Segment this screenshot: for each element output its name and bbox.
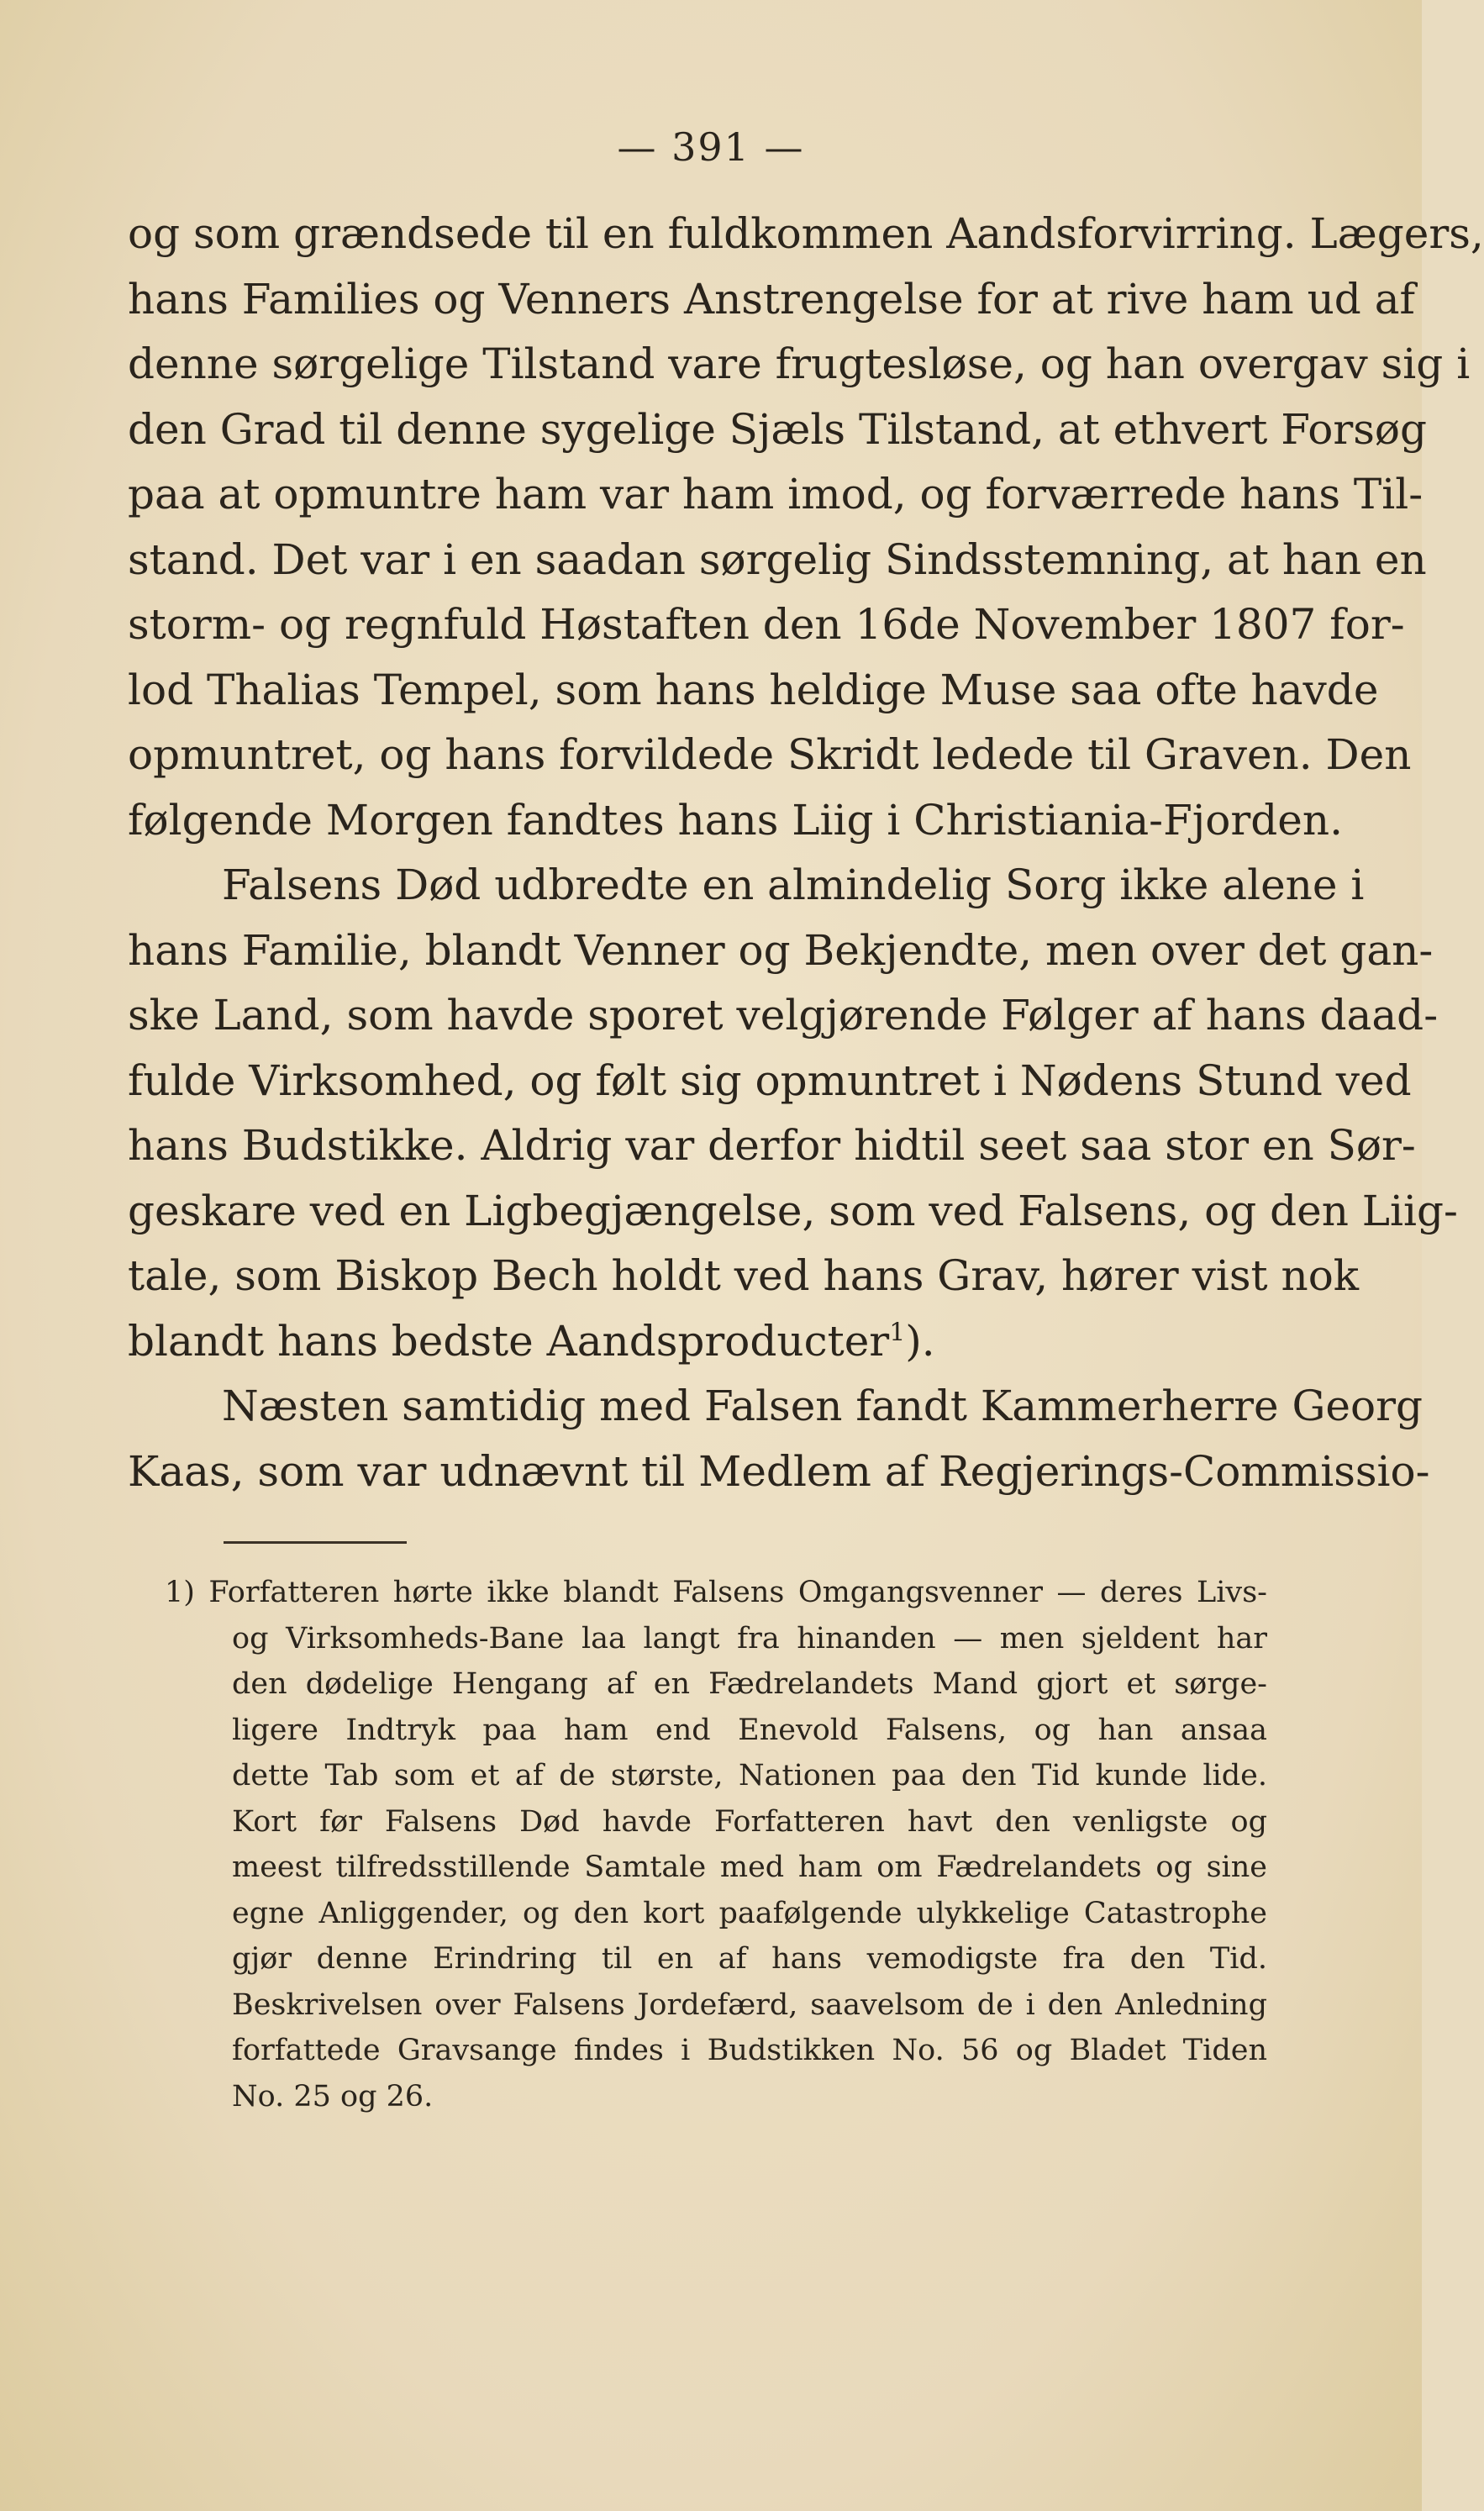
body-line: tale, som Biskop Bech holdt ved hans Grav, hører vist nok [128,1251,1360,1300]
body-line: storm- og regnfuld Høstaften den 16de November 1807 for- [128,600,1405,649]
body-text [128,202,1484,1504]
body-line: og som grændsede til en fuldkommen Aandsforvirring. Lægers, [128,209,1484,258]
footnote-rule [224,1541,407,1544]
footnote-line: og Virksomheds-Bane laa langt fra hinanden — men sjeldent har [232,1621,1267,1656]
footnote-line: den dødelige Hengang af en Fædrelandets Mand gjort et sørge- [232,1667,1267,1701]
footnote-line: egne Anliggender, og den kort paafølgende ulykkelige Catastrophe [232,1896,1267,1930]
body-line: Kaas, som var udnævnt til Medlem af Regjerings-Commissio- [128,1446,1430,1496]
body-line: følgende Morgen fandtes hans Liig i Christiania-Fjorden. [128,795,1343,845]
footnote-reference-close: ). [905,1316,935,1366]
footnote-line: No. 25 og 26. [232,2079,434,2114]
body-line: blandt hans bedste Aandsproducter [128,1316,890,1366]
footnote-line: gjør denne Erindring til en af hans vemodigste fra den Tid. [232,1942,1267,1976]
footnote-reference: 1 [889,1317,906,1347]
body-line: paa at opmuntre ham var ham imod, og forværrede hans Til- [128,470,1423,519]
body-line-with-footnote-ref [128,1309,1267,1375]
footnote-line: ligere Indtryk paa ham end Enevold Falsens, og han ansaa [232,1713,1267,1747]
footnote-line: Kort før Falsens Død havde Forfatteren havt den venligste og [232,1804,1267,1839]
body-line: hans Familie, blandt Venner og Bekjendte, men over det gan- [128,925,1434,975]
body-line: stand. Det var i en saadan sørgelig Sindsstemning, at han en [128,534,1427,584]
footnote-line: meest tilfredsstillende Samtale med ham om Fædrelandets og sine [232,1850,1267,1884]
body-line: hans Budstikke. Aldrig var derfor hidtil seet saa stor en Sør- [128,1121,1416,1170]
body-line: fulde Virksomhed, og følt sig opmuntret i Nødens Stund ved [128,1055,1412,1105]
footnote-line: Beskrivelsen over Falsens Jordefærd, saavelsom de i den Anledning [232,1987,1267,2022]
footnote-line: 1) Forfatteren hørte ikke blandt Falsens Omgangsvenner — deres Livs- [165,1576,1267,1609]
footnote [165,1570,1267,2119]
body-line: ske Land, som havde sporet velgjørende Følger af hans daad- [128,991,1439,1040]
footnote-line: dette Tab som et af de største, Nationen paa den Tid kunde lide. [232,1759,1267,1792]
body-line: geskare ved en Ligbegjængelse, som ved Falsens, og den Liig- [128,1186,1458,1235]
footnote-line: forfattede Gravsange findes i Budstikken No. 56 og Bladet Tiden [232,2034,1267,2067]
body-line: den Grad til denne sygelige Sjæls Tilstand, at ethvert Forsøg [128,404,1427,454]
body-line: Næsten samtidig med Falsen fandt Kammerherre Georg [222,1382,1423,1430]
body-line: opmuntret, og hans forvildede Skridt ledede til Graven. Den [128,730,1412,779]
body-line: hans Families og Venners Anstrengelse for at rive ham ud af [128,274,1416,324]
page-number: — 391 — [617,124,805,170]
body-line: lod Thalias Tempel, som hans heldige Muse saa ofte havde [128,665,1379,714]
body-line: denne sørgelige Tilstand vare frugtesløse, og han overgav sig i [128,340,1471,388]
body-line: Falsens Død udbredte en almindelig Sorg ikke alene i [222,861,1365,909]
